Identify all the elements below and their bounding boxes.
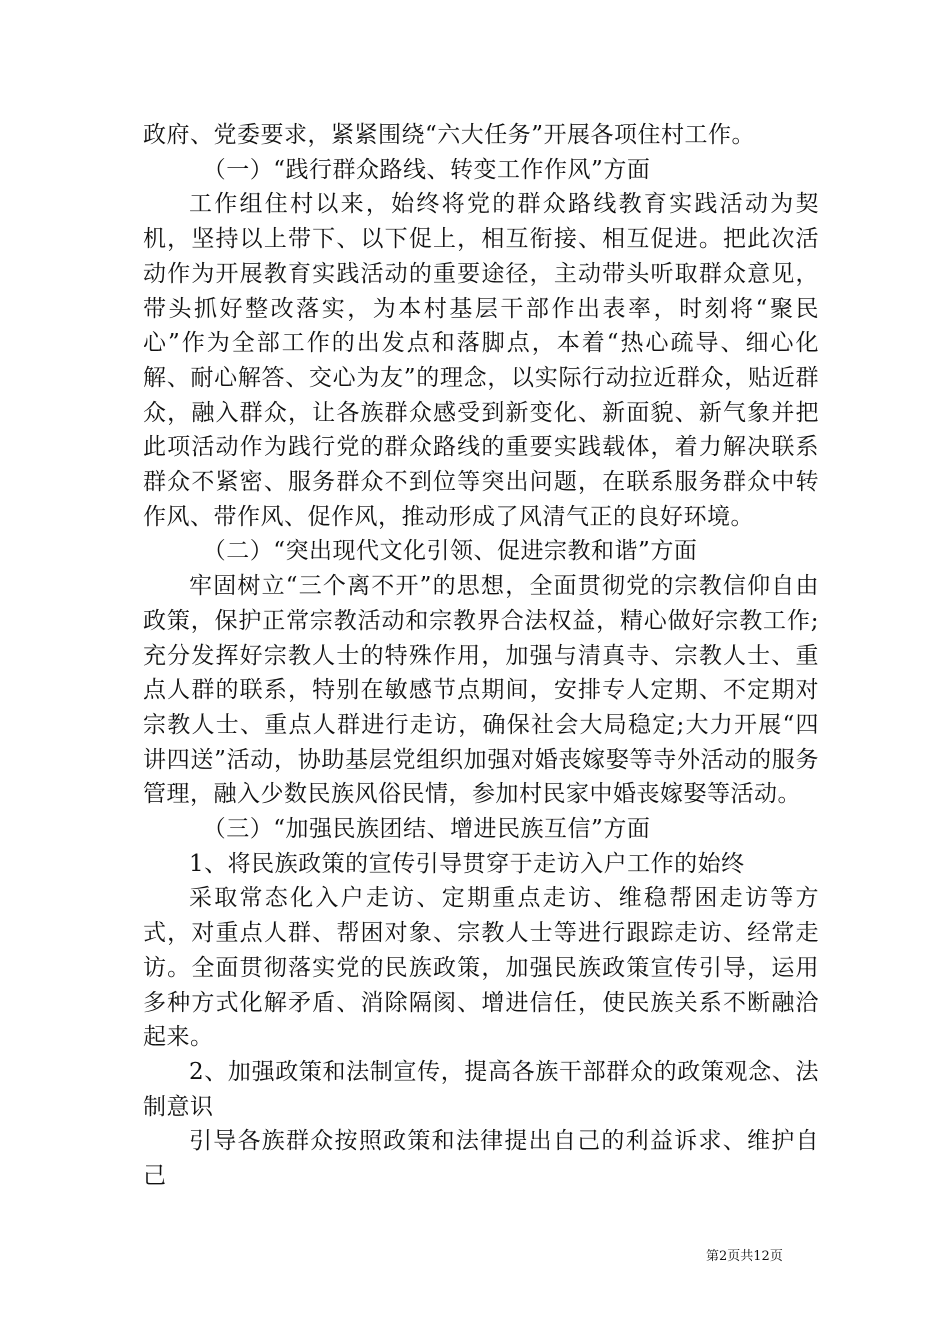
page-number: 第2页共12页 <box>706 1249 783 1264</box>
section-heading-1: （一）“践行群众路线、转变工作作风”方面 <box>202 156 651 183</box>
section-heading-3: （三）“加强民族团结、增进民族互信”方面 <box>202 816 651 843</box>
paragraph-law: 引导各族群众按照政策和法律提出自己的利益诉求、维护自己 <box>143 1128 819 1190</box>
paragraph-religion: 牢固树立“三个离不开”的思想，全面贯彻党的宗教信仰自由政策，保护正常宗教活动和宗教界合法权益，精心做好宗教工作;充分发挥好宗教人士的特殊作用，加强与清真寺、宗教人士、重点人群的联系，特别在敏感节点期间，安排专人定期、不定期对宗教人士、重点人群进行走访，确保社会大局稳定;大力开展“四讲四送”活动，协助基层党组织加强对婚丧嫁娶等寺外活动的服务管理，融入少数民族风俗民情，参加村民家中婚丧嫁娶等活动。 <box>143 573 819 808</box>
subheading-2: 2、加强政策和法制宣传，提高各族干部群众的政策观念、法制意识 <box>143 1058 819 1120</box>
paragraph-mass-line: 工作组住村以来，始终将党的群众路线教育实践活动为契机，坚持以上带下、以下促上，相互衔接、相互促进。把此次活动作为开展教育实践活动的重要途径，主动带头听取群众意见，带头抓好整改落实，为本村基层干部作出表率，时刻将“聚民心”作为全部工作的出发点和落脚点，本着“热心疏导、细心化解、耐心解答、交心为友”的理念，以实际行动拉近群众，贴近群众，融入群众，让各族群众感受到新变化、新面貌、新气象并把此项活动作为践行党的群众路线的重要实践载体，着力解决联系群众不紧密、服务群众不到位等突出问题，在联系服务群众中转作风、带作风、促作风，推动形成了风清气正的良好环境。 <box>143 191 819 530</box>
paragraph-visits: 采取常态化入户走访、定期重点走访、维稳帮困走访等方式，对重点人群、帮困对象、宗教人士等进行跟踪走访、经常走访。全面贯彻落实党的民族政策，加强民族政策宣传引导，运用多种方式化解矛盾、消除隔阂、增进信任，使民族关系不断融洽起来。 <box>143 885 819 1051</box>
subheading-1: 1、将民族政策的宣传引导贯穿于走访入户工作的始终 <box>189 850 745 877</box>
paragraph-continuation: 政府、党委要求，紧紧围绕“六大任务”开展各项住村工作。 <box>143 122 756 148</box>
document-body <box>143 118 819 1194</box>
section-heading-2: （二）“突出现代文化引领、促进宗教和谐”方面 <box>202 538 698 565</box>
